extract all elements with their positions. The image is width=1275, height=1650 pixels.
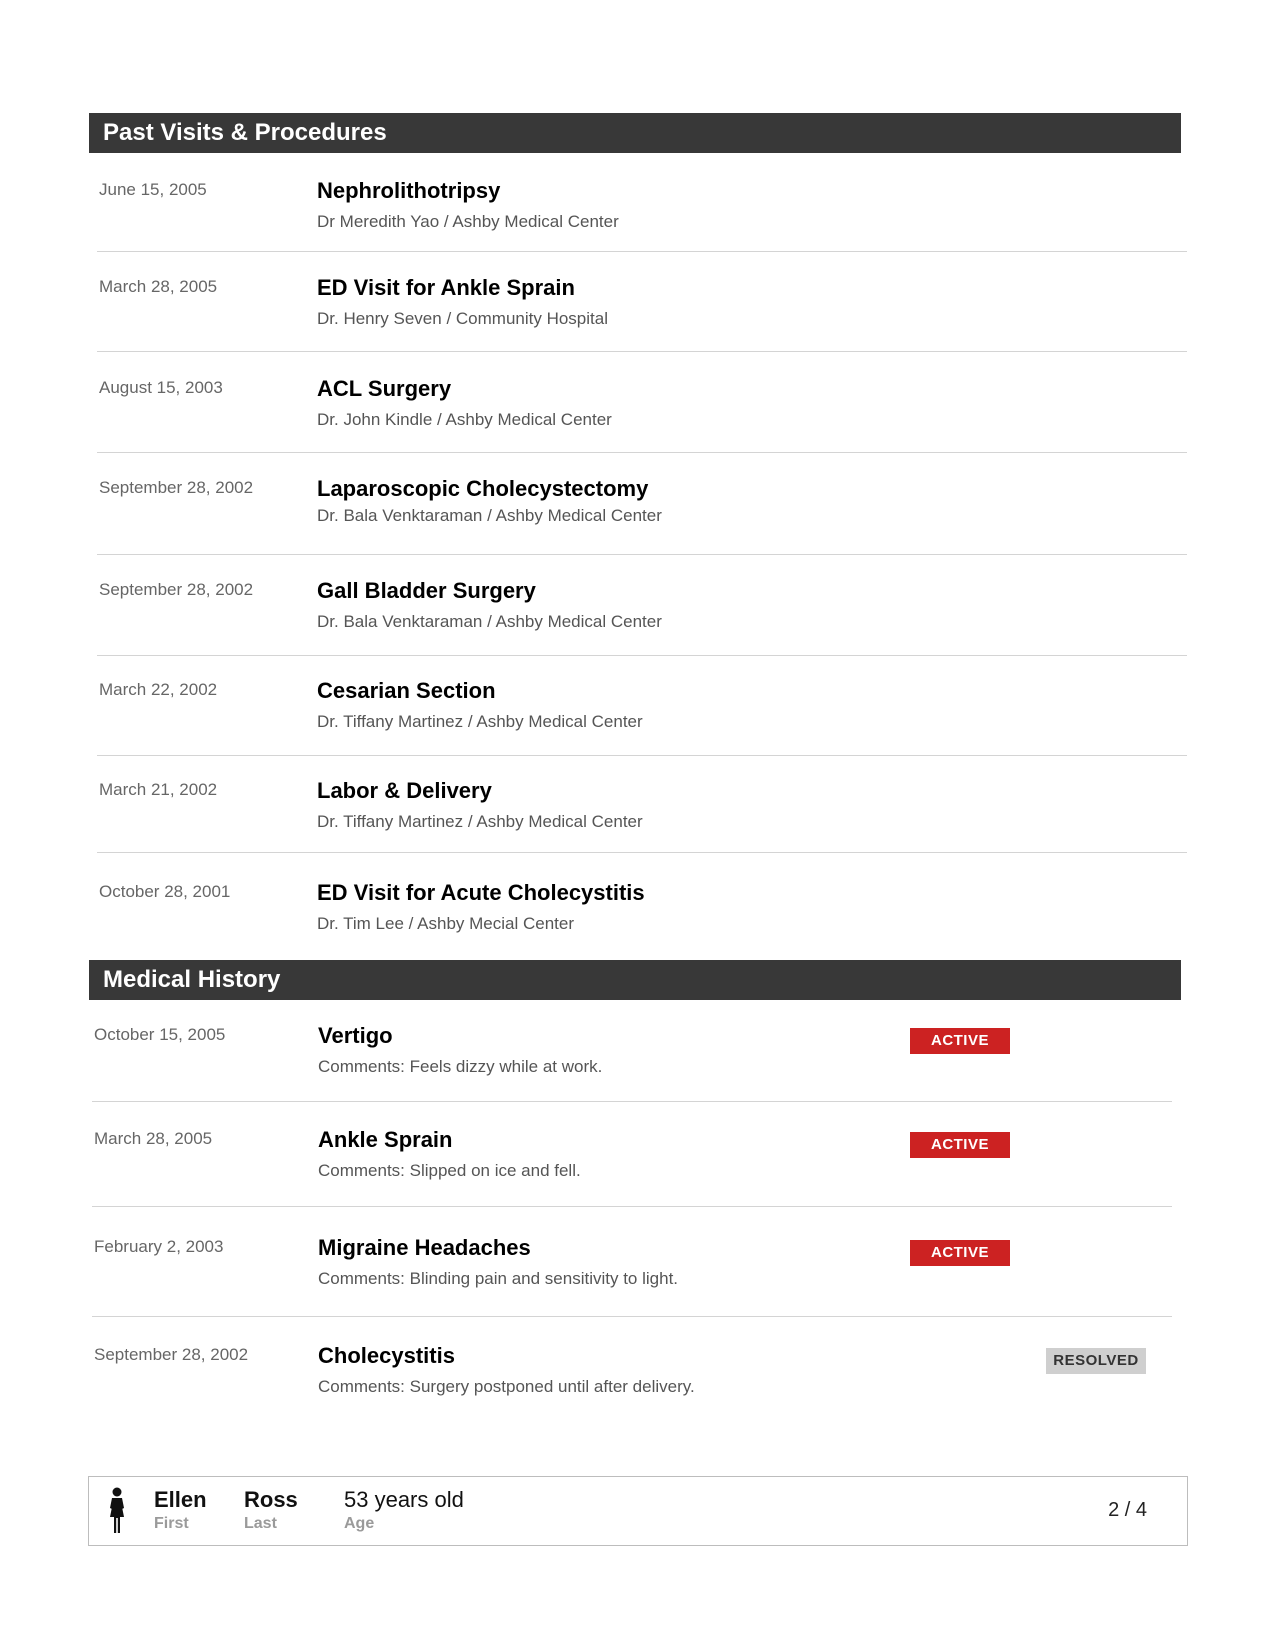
visit-row[interactable] <box>97 578 1187 656</box>
visit-provider: Dr. Bala Venktaraman / Ashby Medical Center <box>317 506 662 525</box>
history-row[interactable] <box>92 1127 1172 1207</box>
history-comments: Comments: Surgery postponed until after delivery. <box>318 1377 695 1396</box>
visit-date: March 28, 2005 <box>99 277 218 296</box>
status-badge: ACTIVE <box>910 1240 1010 1266</box>
first-name: Ellen <box>154 1487 207 1512</box>
status-badge: ACTIVE <box>910 1028 1010 1054</box>
history-comments: Comments: Feels dizzy while at work. <box>318 1057 603 1076</box>
history-title: Migraine Headaches <box>318 1235 531 1260</box>
visit-row[interactable] <box>97 880 1187 940</box>
visit-date: September 28, 2002 <box>99 580 254 599</box>
age-value: 53 years old <box>344 1487 464 1512</box>
history-title: Ankle Sprain <box>318 1127 453 1152</box>
visit-title: ED Visit for Ankle Sprain <box>317 275 575 300</box>
visit-date: March 21, 2002 <box>99 780 218 799</box>
visit-date: September 28, 2002 <box>99 478 254 497</box>
visit-date: March 22, 2002 <box>99 680 218 699</box>
history-title: Vertigo <box>318 1023 393 1048</box>
visit-date: August 15, 2003 <box>99 378 223 397</box>
history-row[interactable] <box>92 1343 1172 1403</box>
visit-provider: Dr. Tiffany Martinez / Ashby Medical Center <box>317 712 643 731</box>
visit-date: June 15, 2005 <box>99 180 207 199</box>
last-name-label: Last <box>244 1515 277 1532</box>
history-comments: Comments: Slipped on ice and fell. <box>318 1161 581 1180</box>
visit-row[interactable] <box>97 376 1187 453</box>
visit-provider: Dr. Henry Seven / Community Hospital <box>317 309 608 328</box>
visit-row[interactable] <box>97 778 1187 853</box>
last-name-field <box>244 1487 298 1533</box>
age-field <box>344 1487 464 1533</box>
patient-footer <box>88 1476 1188 1546</box>
visit-date: October 28, 2001 <box>99 882 231 901</box>
visit-row[interactable] <box>97 678 1187 756</box>
visit-provider: Dr. Tiffany Martinez / Ashby Medical Center <box>317 812 643 831</box>
visit-row[interactable] <box>97 275 1187 352</box>
status-badge: ACTIVE <box>910 1132 1010 1158</box>
past-visits-header: Past Visits & Procedures <box>89 113 1181 153</box>
medical-history-header: Medical History <box>89 960 1181 1000</box>
visit-title: ACL Surgery <box>317 376 452 401</box>
history-date: March 28, 2005 <box>94 1129 213 1148</box>
visit-title: Nephrolithotripsy <box>317 178 501 203</box>
visit-title: Laparoscopic Cholecystectomy <box>317 476 649 501</box>
visit-provider: Dr. Tim Lee / Ashby Mecial Center <box>317 914 574 933</box>
last-name: Ross <box>244 1487 298 1512</box>
visit-provider: Dr. Bala Venktaraman / Ashby Medical Center <box>317 612 662 631</box>
history-comments: Comments: Blinding pain and sensitivity to light. <box>318 1269 679 1288</box>
history-date: October 15, 2005 <box>94 1025 226 1044</box>
history-date: September 28, 2002 <box>94 1345 249 1364</box>
visit-provider: Dr Meredith Yao / Ashby Medical Center <box>317 212 619 231</box>
visit-title: Gall Bladder Surgery <box>317 578 536 603</box>
visit-provider: Dr. John Kindle / Ashby Medical Center <box>317 410 612 429</box>
history-row[interactable] <box>92 1023 1172 1102</box>
female-person-icon <box>105 1487 129 1540</box>
history-title: Cholecystitis <box>318 1343 455 1368</box>
visit-title: Labor & Delivery <box>317 778 492 803</box>
age-label: Age <box>344 1515 375 1532</box>
visit-row[interactable] <box>97 178 1187 252</box>
history-row[interactable] <box>92 1235 1172 1317</box>
page-indicator: 2 / 4 <box>1108 1499 1147 1521</box>
first-name-field <box>154 1487 207 1533</box>
visit-title: Cesarian Section <box>317 678 496 703</box>
status-badge: RESOLVED <box>1046 1348 1146 1374</box>
visit-title: ED Visit for Acute Cholecystitis <box>317 880 645 905</box>
visit-row[interactable] <box>97 476 1187 555</box>
history-date: February 2, 2003 <box>94 1237 224 1256</box>
first-name-label: First <box>154 1515 189 1532</box>
